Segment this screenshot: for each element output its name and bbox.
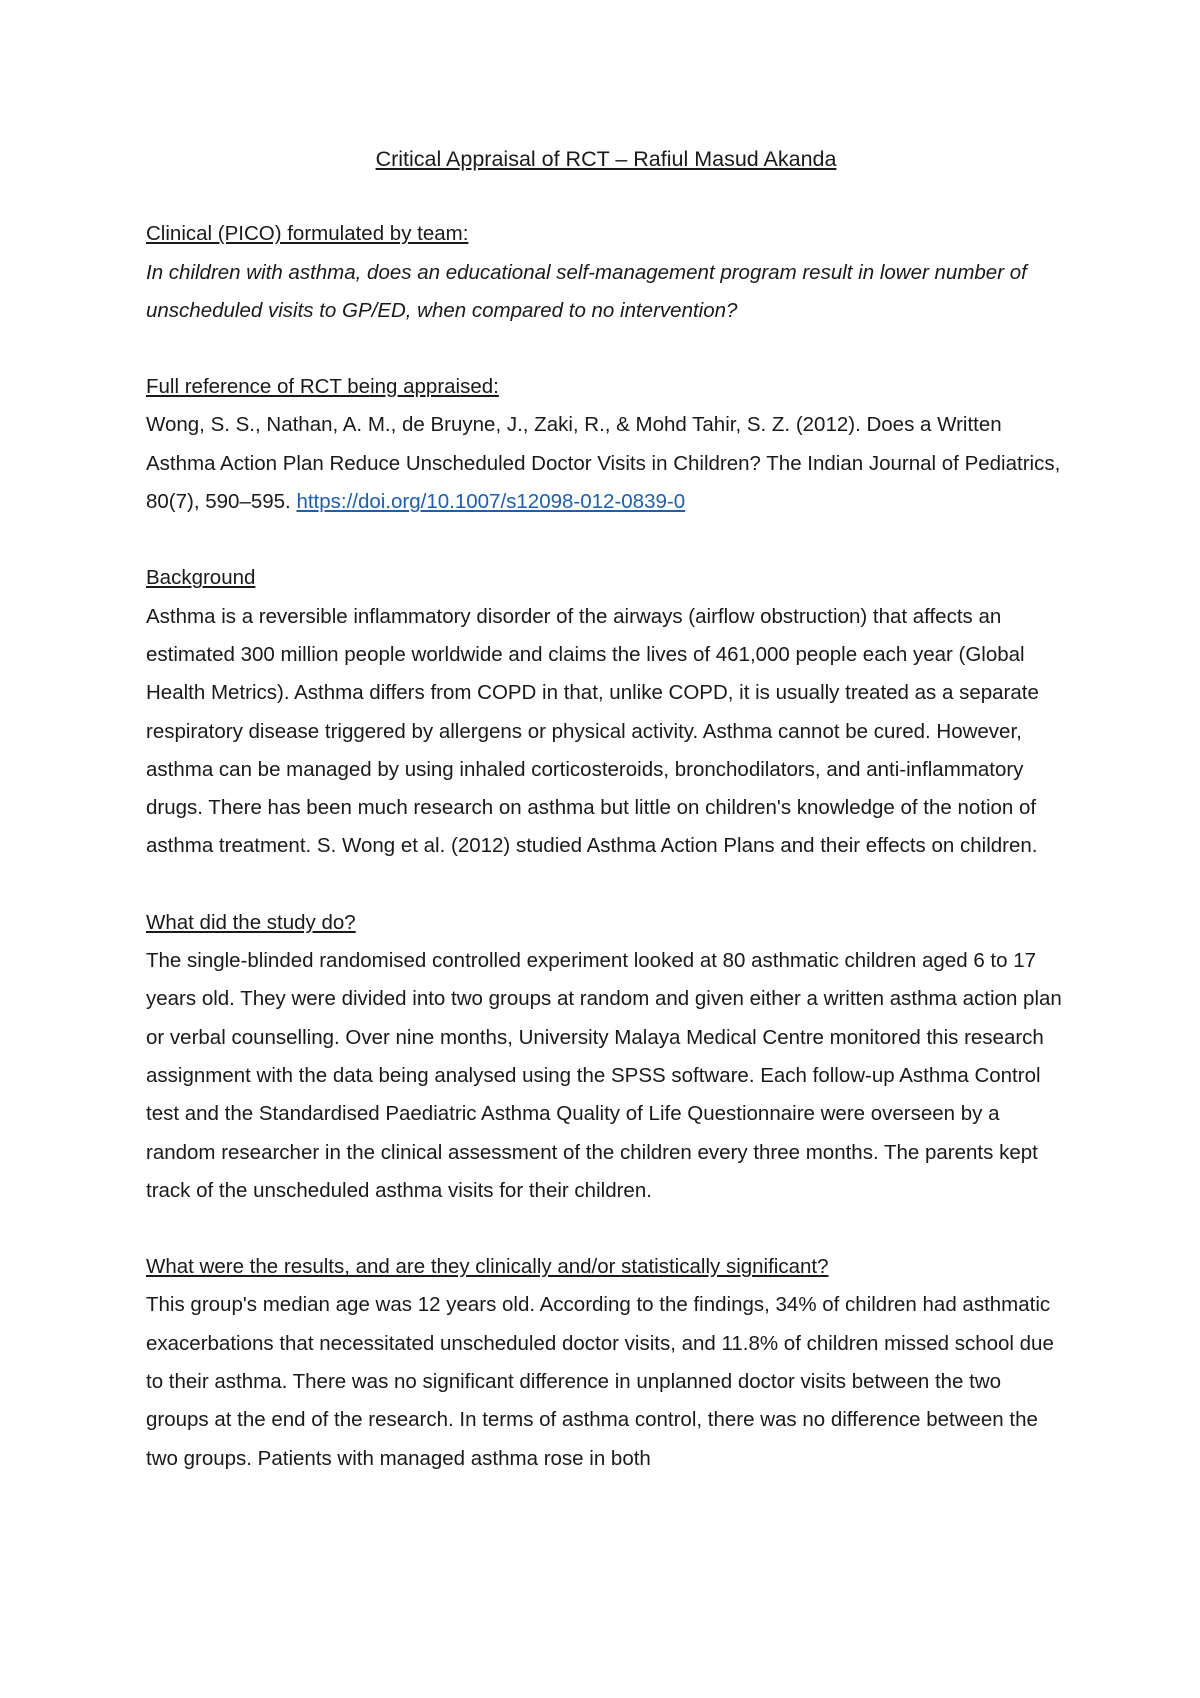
spacer — [146, 330, 1066, 368]
spacer — [146, 866, 1066, 904]
spacer — [146, 521, 1066, 559]
results-heading: What were the results, and are they clinically and/or statistically significant? — [146, 1255, 829, 1279]
reference-paragraph — [146, 406, 1066, 521]
doi-link[interactable]: https://doi.org/10.1007/s12098-012-0839-0 — [296, 490, 686, 514]
study-section — [146, 904, 1066, 1210]
reference-heading: Full reference of RCT being appraised: — [146, 375, 499, 399]
document-title: Critical Appraisal of RCT – Rafiul Masud Akanda — [375, 147, 837, 171]
background-heading: Background — [146, 566, 256, 590]
background-text: Asthma is a reversible inflammatory disorder of the airways (airflow obstruction) that affects an estimated 300 million people worldwide and claims the lives of 461,000 people each year (Global Health Metrics). Asthma differs from COPD in that, unlike COPD, it is usually treated as a separate respiratory disease triggered by allergens or physical activity. Asthma cannot be cured. However, asthma can be managed by using inhaled corticosteroids, bronchodilators, and anti-inflammatory drugs. There has been much research on asthma but little on children's knowledge of the notion of asthma treatment. S. Wong et al. (2012) studied Asthma Action Plans and their effects on children. — [146, 604, 1039, 858]
pico-question: In children with asthma, does an educational self-management program result in lower number of unscheduled visits to GP/ED, when compared to no intervention? — [146, 260, 1027, 322]
results-text: This group's median age was 12 years old. According to the findings, 34% of children had asthmatic exacerbations that necessitated unscheduled doctor visits, and 11.8% of children missed school due to their asthma. There was no significant difference in unplanned doctor visits between the two groups at the end of the research. In terms of asthma control, there was no difference between the two groups. Patients with managed asthma rose in both — [146, 1293, 1054, 1470]
spacer — [146, 1210, 1066, 1248]
study-heading: What did the study do? — [146, 910, 356, 934]
reference-citation: Wong, S. S., Nathan, A. M., de Bruyne, J., Zaki, R., & Mohd Tahir, S. Z. (2012). Does a Written Asthma Action Plan Reduce Unscheduled Doctor Visits in Children? The Indian Journal of Pediatrics, 80(7), 590–595. — [146, 413, 1061, 514]
pico-heading: Clinical (PICO) formulated by team: — [146, 222, 469, 246]
study-text: The single-blinded randomised controlled experiment looked at 80 asthmatic children aged 6 to 17 years old. They were divided into two groups at random and given either a written asthma action plan or verbal counselling. Over nine months, University Malaya Medical Centre monitored this research assignment with the data being analysed using the SPSS software. Each follow-up Asthma Control test and the Standardised Paediatric Asthma Quality of Life Questionnaire were overseen by a random researcher in the clinical assessment of the children every three months. The parents kept track of the unscheduled asthma visits for their children. — [146, 949, 1062, 1202]
pico-section — [146, 215, 1066, 330]
background-section — [146, 559, 1066, 865]
document-page — [146, 140, 1066, 1478]
reference-section — [146, 368, 1066, 521]
results-section — [146, 1248, 1066, 1478]
